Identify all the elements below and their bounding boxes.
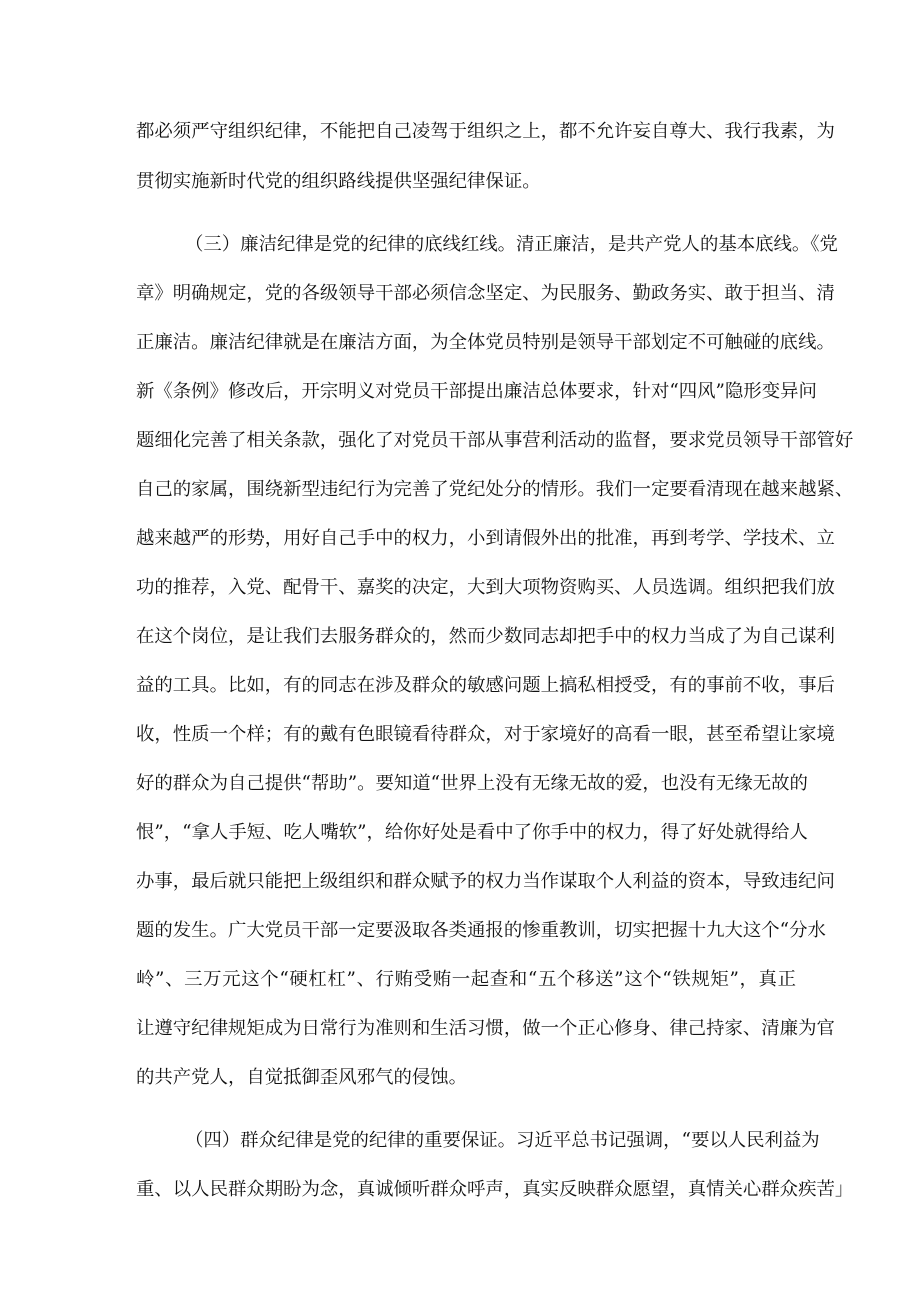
- text-line: （三）廉洁纪律是党的纪律的底线红线。清正廉洁，是共产党人的基本底线。《党: [185, 234, 838, 255]
- text-line: 正廉洁。廉洁纪律就是在廉洁方面，为全体党员特别是领导干部划定不可触碰的底线。: [136, 332, 835, 353]
- text-line: 都必须严守组织纪律，不能把自己凌驾于组织之上，都不允许妄自尊大、我行我素，为: [136, 121, 835, 142]
- text-line: 功的推荐，入党、配骨干、嘉奖的决定，大到大项物资购买、人员选调。组织把我们放: [136, 577, 835, 598]
- text-line: 题的发生。广大党员干部一定要汲取各类通报的惨重教训，切实把握十九大这个“分水: [136, 920, 826, 941]
- text-line: 好的群众为自己提供“帮助”。要知道“世界上没有无缘无故的爱，也没有无缘无故的: [136, 773, 808, 794]
- text-line: 题细化完善了相关条款，强化了对党员干部从事营利活动的监督，要求党员领导干部管好: [136, 430, 854, 451]
- text-line: 恨”，“拿人手短、吃人嘴软”，给你好处是看中了你手中的权力，得了好处就得给人: [136, 822, 808, 843]
- text-line: 的共产党人，自觉抵御歪风邪气的侵蚀。: [136, 1067, 468, 1088]
- text-line: （四）群众纪律是党的纪律的重要保证。习近平总书记强调，“要以人民利益为: [185, 1130, 820, 1151]
- text-line: 办事，最后就只能把上级组织和群众赋予的权力当作谋取个人利益的资本，导致违纪问: [136, 871, 835, 892]
- text-line: 重、以人民群众期盼为念，真诚倾听群众呼声，真实反映群众愿望，真情关心群众疾苦」: [136, 1179, 854, 1200]
- text-line: 益的工具。比如，有的同志在涉及群众的敏感问题上搞私相授受，有的事前不收，事后: [136, 675, 835, 696]
- text-line: 新《条例》修改后，开宗明义对党员干部提出廉洁总体要求，针对“四风”隐形变异问: [136, 381, 817, 402]
- text-line: 岭”、三万元这个“硬杠杠”、行贿受贿一起查和“五个移送”这个“铁规矩”，真正: [136, 969, 796, 990]
- text-line: 让遵守纪律规矩成为日常行为准则和生活习惯，做一个正心修身、律己持家、清廉为官: [136, 1018, 835, 1039]
- text-line: 自己的家属，围绕新型违纪行为完善了党纪处分的情形。我们一定要看清现在越来越紧、: [136, 479, 854, 500]
- text-line: 在这个岗位，是让我们去服务群众的，然而少数同志却把手中的权力当成了为自己谋利: [136, 626, 835, 647]
- text-line: 贯彻实施新时代党的组织路线提供坚强纪律保证。: [136, 171, 541, 192]
- text-line: 越来越严的形势，用好自己手中的权力，小到请假外出的批准，再到考学、学技术、立: [136, 528, 835, 549]
- text-line: 收，性质一个样；有的戴有色眼镜看待群众，对于家境好的高看一眼，甚至希望让家境: [136, 724, 835, 745]
- text-line: 章》明确规定，党的各级领导干部必须信念坚定、为民服务、勤政务实、敢于担当、清: [136, 283, 835, 304]
